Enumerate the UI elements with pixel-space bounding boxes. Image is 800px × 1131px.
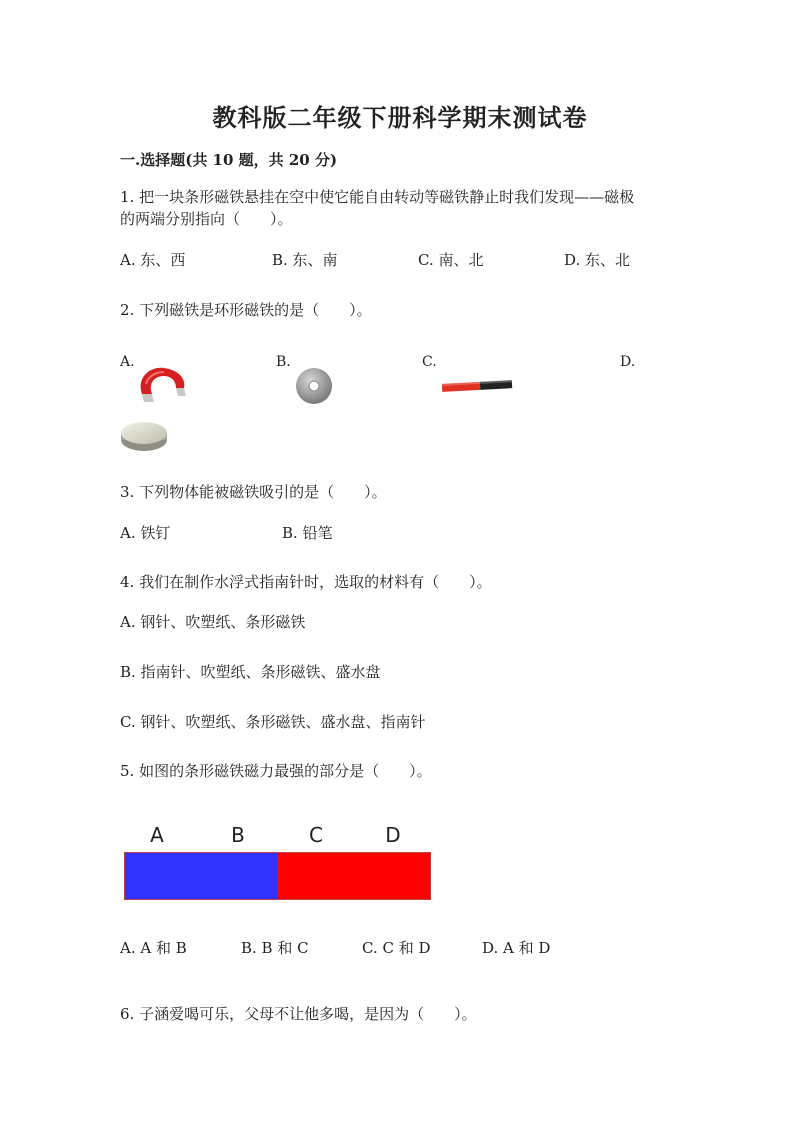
disc-magnet-image	[118, 416, 170, 454]
page-title: 教科版二年级下册科学期末测试卷	[212, 103, 588, 132]
question-1-line-1: 1. 把一块条形磁铁悬挂在空中使它能自由转动等磁铁静止时我们发现——磁极	[120, 188, 635, 206]
bar-label-a: A	[150, 823, 164, 847]
ring-magnet-image	[294, 366, 334, 406]
question-3-option-b[interactable]: B. 铅笔	[282, 524, 333, 542]
question-5-option-a[interactable]: A. A 和 B	[120, 939, 187, 957]
question-6-text: 6. 子涵爱喝可乐，父母不让他多喝，是因为（ ）。	[120, 1005, 477, 1023]
question-1-option-d[interactable]: D. 东、北	[564, 251, 631, 269]
bar-label-d: D	[385, 823, 401, 847]
question-1-option-a[interactable]: A. 东、西	[120, 251, 186, 269]
question-2-option-d[interactable]: D.	[620, 354, 636, 370]
question-2-option-a[interactable]: A.	[120, 354, 135, 370]
question-3-text: 3. 下列物体能被磁铁吸引的是（ ）。	[120, 483, 387, 501]
question-2-text: 2. 下列磁铁是环形磁铁的是（ ）。	[120, 301, 372, 319]
question-2-option-b[interactable]: B.	[276, 354, 291, 370]
bar-label-b: B	[231, 823, 245, 847]
question-5-option-b[interactable]: B. B 和 C	[241, 939, 309, 957]
question-3-option-a[interactable]: A. 铁钉	[120, 524, 171, 542]
question-1-option-c[interactable]: C. 南、北	[418, 251, 484, 269]
bar-segment-d	[354, 852, 431, 900]
section-heading: 一.选择题(共 10 题，共 20 分)	[120, 151, 338, 169]
question-1-option-b[interactable]: B. 东、南	[272, 251, 338, 269]
question-5-option-c[interactable]: C. C 和 D	[362, 939, 431, 957]
question-4-option-b[interactable]: B. 指南针、吹塑纸、条形磁铁、盛水盘	[120, 663, 381, 681]
question-5-text: 5. 如图的条形磁铁磁力最强的部分是（ ）。	[120, 762, 432, 780]
question-5-option-d[interactable]: D. A 和 D	[482, 939, 551, 957]
bar-segment-a	[124, 852, 203, 900]
horseshoe-magnet-image	[134, 364, 192, 408]
question-4-option-a[interactable]: A. 钢针、吹塑纸、条形磁铁	[120, 613, 306, 631]
question-4-option-c[interactable]: C. 钢针、吹塑纸、条形磁铁、盛水盘、指南针	[120, 713, 426, 731]
question-2-option-c[interactable]: C.	[422, 354, 437, 370]
bar-magnet-image	[440, 377, 514, 393]
question-1-line-2: 的两端分别指向（ ）。	[120, 210, 293, 228]
question-4-text: 4. 我们在制作水浮式指南针时，选取的材料有（ ）。	[120, 573, 492, 591]
bar-segment-c	[277, 852, 355, 900]
bar-label-c: C	[309, 823, 323, 847]
bar-segment-b	[201, 852, 278, 900]
